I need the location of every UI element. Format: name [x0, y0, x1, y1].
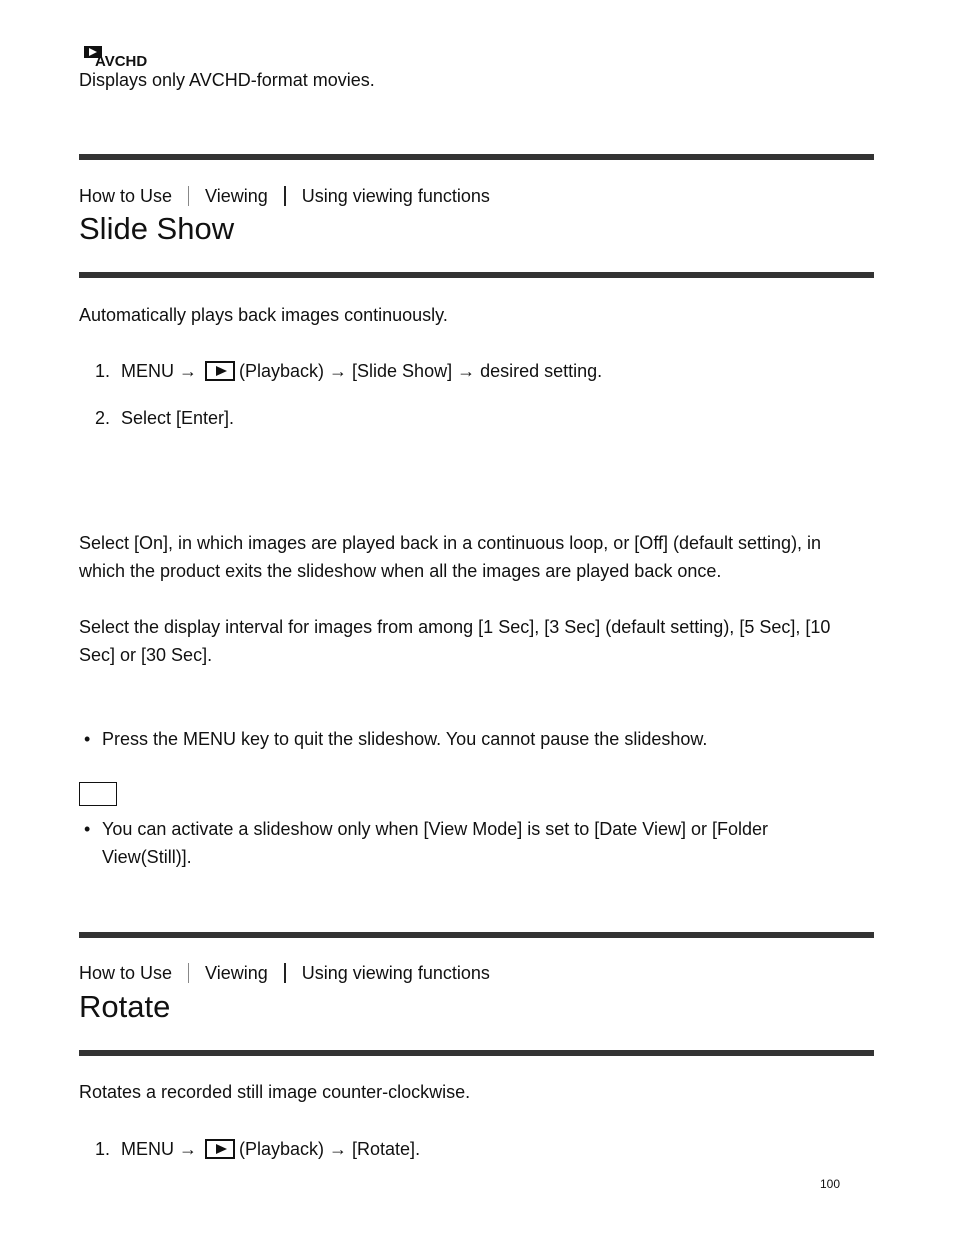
page-number: 100	[820, 1177, 841, 1191]
step-number: 1.	[95, 361, 111, 381]
breadcrumb-how-to-use[interactable]: How to Use	[79, 963, 173, 983]
rotate-step-1	[121, 1135, 420, 1163]
repeat-description-line-2: which the product exits the slideshow when all the images are played back once.	[79, 561, 722, 581]
breadcrumb-separator	[284, 186, 286, 206]
step-1-pre: MENU →	[121, 361, 197, 381]
breadcrumb-separator	[188, 186, 189, 206]
step-1-post: (Playback) → [Slide Show] → desired setting.	[239, 361, 603, 381]
page-title-rotate: Rotate	[79, 989, 171, 1024]
section-rule-top	[79, 154, 874, 160]
interval-description-line-1: Select the display interval for images from among [1 Sec], [3 Sec] (default setting), [5 Sec], [10	[79, 617, 831, 637]
breadcrumb-separator	[188, 963, 189, 983]
step-1	[121, 357, 602, 385]
note-label-box	[79, 782, 117, 806]
breadcrumb	[79, 182, 490, 210]
bullet-dot: •	[84, 819, 91, 839]
breadcrumb-separator	[284, 963, 286, 983]
avchd-icon-label: AVCHD	[95, 53, 148, 68]
breadcrumb-how-to-use[interactable]: How to Use	[79, 186, 173, 206]
note-text-line-1: You can activate a slideshow only when [View Mode] is set to [Date View] or [Folder	[102, 819, 769, 839]
interval-description-line-2: Sec] or [30 Sec].	[79, 645, 213, 665]
section-rule-top	[79, 932, 874, 938]
hint-text: Press the MENU key to quit the slideshow. You cannot pause the slideshow.	[102, 729, 708, 749]
playback-icon	[205, 1139, 235, 1159]
step-number: 1.	[95, 1139, 111, 1159]
playback-icon	[205, 361, 235, 381]
rotate-intro: Rotates a recorded still image counter-clockwise.	[79, 1082, 471, 1102]
section-rule-bottom	[79, 272, 874, 278]
breadcrumb	[79, 959, 490, 987]
rotate-step-1-pre: MENU →	[121, 1139, 197, 1159]
page-title-slide-show: Slide Show	[79, 211, 235, 246]
slide-show-intro: Automatically plays back images continuously.	[79, 305, 448, 325]
rotate-step-1-post: (Playback) → [Rotate].	[239, 1139, 421, 1159]
section-rule-bottom	[79, 1050, 874, 1056]
breadcrumb-viewing[interactable]: Viewing	[205, 186, 268, 206]
step-2: Select [Enter].	[121, 408, 235, 428]
breadcrumb-viewing[interactable]: Viewing	[205, 963, 268, 983]
note-text-line-2: View(Still)].	[102, 847, 192, 867]
avchd-description: Displays only AVCHD-format movies.	[79, 70, 375, 90]
bullet-dot: •	[84, 729, 91, 749]
breadcrumb-using-viewing-functions[interactable]: Using viewing functions	[301, 963, 490, 983]
avchd-playback-icon	[82, 44, 148, 68]
step-number: 2.	[95, 408, 111, 428]
breadcrumb-using-viewing-functions[interactable]: Using viewing functions	[301, 186, 490, 206]
repeat-description-line-1: Select [On], in which images are played back in a continuous loop, or [Off] (default setting), in	[79, 533, 822, 553]
